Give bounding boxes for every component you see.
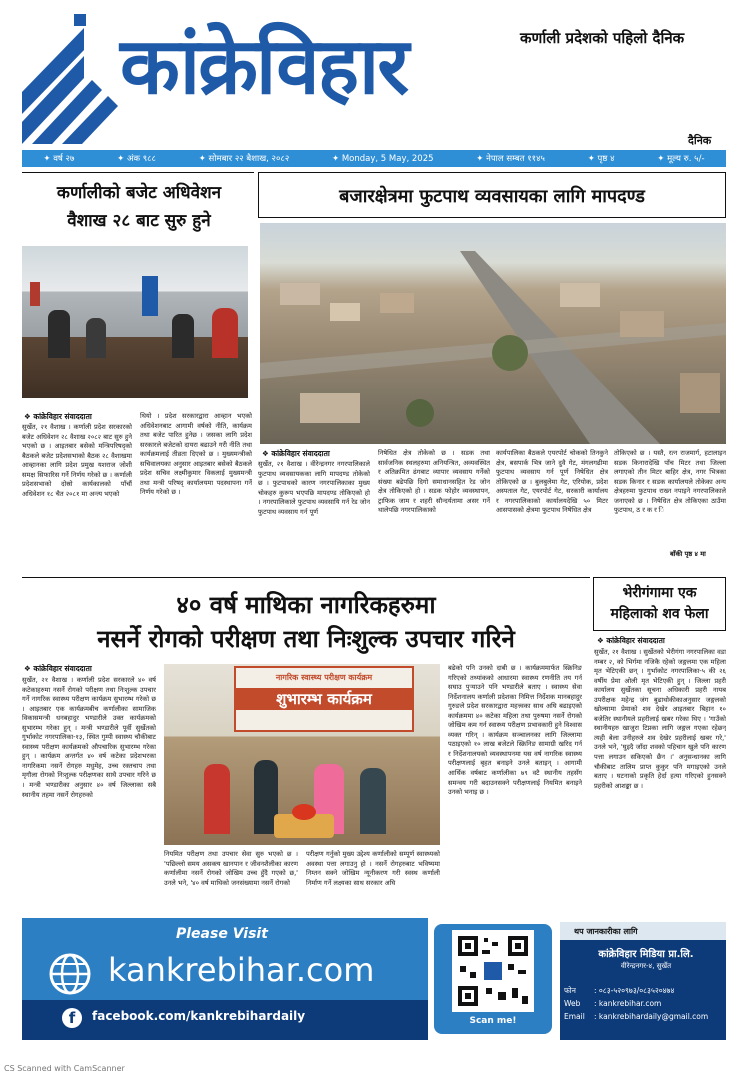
bheri-headline-1: भेरीगंगामा एक bbox=[622, 585, 697, 601]
footpath-column-2: निषेधित क्षेत्र तोकेको छ । सडक तथा सार्वजनिक स्थलहरुमा अनियन्त्रित, अव्यवस्थित र अतिक्रमित ढंगबाट व्यापार व्यवसाय गर्नेको संख्या बढेपछि दिगो समाधानसहित रेड जोन क्षेत्र तोकिएको हो । सडक फोहोर व्यवस्थापन, ट्राफिक जाम र शहरी सौन्दर्यतामा असर गर्ने थालेपछि नगरपालिकाको bbox=[378, 449, 490, 515]
budget-headline-1: कर्णालीको बजेट अधिवेशन bbox=[56, 183, 222, 203]
tagline: कर्णाली प्रदेशको पहिलो दैनिक bbox=[520, 29, 685, 47]
info-bar bbox=[22, 150, 726, 167]
footpath-column-3: कार्यपालिका बैठकले एयरपोर्ट चोकको तिनकुने क्षेत्र, बसपार्क भित्र जाने दुवै गेट, मंगलगढीमा फुटपाथ व्यवसाय गर्न पूर्ण निषेधित क्षेत्र तोकिएको छ । बुलबुलेमा गेट, एरियोक, प्रदेश अस्पताल गेट, एयरपोर्ट गेट, सरकारी कार्यालय र नगरपालिकाको कार्यालयदेखि ५० मिटर आसपासको क्षेत्रमा फुटपाथ निषेधित क्षेत्र bbox=[496, 449, 608, 515]
budget-column-2: थियो । प्रदेश सरकारद्वारा आव्हान भएको अधिवेशनबाट आगामी वर्षको नीति, कार्यक्रम तथा बजेट पारित हुनेछ । जसका लागि प्रदेश सरकारले बजेटको दायरा बढाउने गरी नीति तथा कार्यक्रमलाई तीव्रता दिएको छ । मुख्यमन्त्रीको सचिवालयका अनुसार आइतबार बसेको बैठकले प्रदेश सचिव लक्ष्मीकुमार विकलाई मुख्यमन्त्री तथा मन्त्री परिषद् कार्यालयमा पदस्थापना गर्ने निर्णय गरेको छ । bbox=[140, 412, 252, 497]
web-address[interactable]: : kankrebihar.com bbox=[594, 999, 662, 1008]
nepal-sambat: ✦ नेपाल सम्बत ११४५ bbox=[476, 154, 545, 164]
daily-label: दैनिक bbox=[688, 134, 712, 147]
brand-name: कांक्रेविहार bbox=[120, 21, 408, 112]
person bbox=[48, 310, 70, 358]
company-name: कांक्रेविहार मिडिया प्रा.लि. bbox=[598, 949, 694, 960]
banner-main-text: शुभारम्भ कार्यक्रम bbox=[236, 688, 412, 710]
footpath-column-4: तोकिएको छ । यस्तै, रत्न राजमार्ग, हटालाइन सडक किनारादेखि पाँच मिटर तथा जिल्ला लगाएको तीन मिटर बाहिर क्षेत्र, नगर भित्रका सडक किनार र सडक कार्यालयले तोकेका अन्य क्षेत्रहरुमा फुटपाथ राख्न नपाइने नगरपालिकाले जनाएको छ । निषेधित क्षेत्र तोकिएका ठाउँमा फुटपाथ, ठ र क र ि bbox=[614, 449, 726, 515]
divider bbox=[22, 577, 590, 578]
program-banner bbox=[234, 666, 414, 732]
health-byline: ❖ कांक्रेविहार संवाददाता bbox=[24, 664, 92, 673]
bheri-body: सुर्खेत, २१ वैशाख । सुर्खेतको भेरीगंगा नगरपालिका वडा नम्बर २, को भिर्गमा नजिकै रहेको जङ्गलमा एक महिला मृत भेटिएकी छन् । गुर्भाकोट नगरपालिका-५ की २६ वर्षीय प्रेमा ओली मृत भेटिएकी हुन् । जिल्ला प्रहरी कार्यालय सुर्खेतका सूचना अधिकारी प्रहरी नायब उपरीक्षक महेन्द्र जंग बुढाथोकीकाअनुसार जङ्गलको खोल्सामा प्रेमाको शव देखेर आइतबार बिहान १० बजेतिर स्थानीयले प्रहरीलाई खबर गरेका थिए । 'गाउँको स्थानीयहरु खाजुरा टिप्नका लागि जङ्गल गएका रहेछन् त्यही बेला उनीहरुले शव देखेर प्रहरीलाई खबर गरे,' उनले भने, 'घुइदै जाँदा शवको पहिचान खुले पनि कारण पत्ता लगाउन सकिएको छैन ।' अनुसन्धानका लागि चौकीबाट तालिम प्राप्त कुकुर पनि मगाइएको उनले बताए । घटनाको प्रकृति हेर्दा हत्या गरिएको हुनसक्ने प्रहरीको आशङ्का छ । bbox=[594, 648, 726, 790]
phone-number: : ०८३-५२०९७३/०८३५२०४७४ bbox=[594, 986, 675, 995]
price: ✦ मूल्य रु. ५/- bbox=[657, 154, 705, 164]
kankrebihar-logo-icon bbox=[22, 14, 120, 144]
budget-byline: ❖ कांक्रेविहार संवाददाता bbox=[24, 412, 92, 421]
issue-number: ✦ अंक ९८८ bbox=[117, 154, 156, 164]
email-address[interactable]: : kankrebihardaily@gmail.com bbox=[594, 1012, 709, 1021]
city-aerial-photo bbox=[260, 223, 726, 444]
person bbox=[204, 764, 230, 834]
health-caption-2: परीक्षण गर्नुको मुख्य उद्देश्य कर्णालीको सम्पूर्ण स्वास्थ्यको अवस्था पत्ता लगाउनु हो । नसर्ने रोगहरुबाट भविष्यमा निम्तन सक्ने जोखिम न्यूनीकरण गरी स्वस्थ कर्णाली निर्माण गर्ने लक्ष्यका साथ सरकार अघि bbox=[306, 850, 440, 887]
phone-label: फोन bbox=[564, 986, 576, 995]
budget-meeting-photo bbox=[22, 246, 248, 398]
masthead bbox=[0, 0, 747, 150]
flag bbox=[142, 276, 158, 316]
company-address: वीरेन्द्रनगर-४, सुर्खेत bbox=[620, 962, 672, 970]
please-visit-label: Please Visit bbox=[176, 926, 268, 942]
health-program-photo bbox=[164, 664, 440, 845]
facebook-link[interactable]: facebook.com/kankrebihardaily bbox=[92, 1009, 306, 1023]
volume: ✦ वर्ष २७ bbox=[43, 154, 75, 164]
person bbox=[212, 308, 238, 358]
banner-top-text: नागरिक स्वास्थ्य परीक्षण कार्यक्रम bbox=[275, 673, 373, 682]
flower-pot bbox=[292, 804, 316, 820]
budget-headline-2: वैशाख २८ बाट सुरु हुने bbox=[67, 211, 211, 231]
health-headline-1: ४० वर्ष माथिका नागरिकहरुमा bbox=[176, 591, 436, 619]
contact-heading: थप जानकारीका लागि bbox=[574, 927, 638, 936]
footpath-headline: बजारक्षेत्रमा फुटपाथ व्यवसायका लागि मापदण्ड bbox=[339, 186, 645, 207]
bheri-byline: ❖ कांक्रेविहार संवाददाता bbox=[597, 636, 665, 645]
website-link[interactable]: kankrebihar.com bbox=[108, 951, 375, 989]
scanner-watermark: CS Scanned with CamScanner bbox=[4, 1064, 125, 1073]
health-column-3: बढेको पनि उनको दाबी छ । कार्यक्रममार्फत स्क्रिनिङ गरिएको तथ्यांकको आधारमा स्वास्थ्य रणनीति तय गर्न सघाउ पुऱ्याउने पनि भण्डारीले बताए । स्वास्थ्य सेवा निर्देशनालय कर्णाली प्रदेशका निमित्त निर्देशक मानबहादुर गुरुङले प्रदेश सरकारद्वारा महत्त्वका साथ अघि बढाइएको कार्यक्रममा ४० कटेका महिला तथा पुरुषमा नसर्ने रोगको जोखिम कम गर्न स्वास्थ्य परीक्षण प्रभावकारी हुने विश्वास व्यक्त गरिन् । कार्यक्रम सञ्चालनका लागि जिल्लामा पठाइएको १० लाख बजेटले स्क्रिनिङ सामाग्री खरिद गर्न र निर्देशनालयको व्यवस्थापनमा यस वर्ष नागरिक स्वास्थ्य परीक्षणलाई बृहत बनाइने उनले बताइन् । आगामी आर्थिक वर्षबाट कर्णालीका ७९ वटै स्थानीय तहसँग समन्वय गरी बदाउनसक्ने परीक्षणलाई नियमित बनाइने उनको भनाइ छ । bbox=[448, 664, 582, 797]
road-illustration bbox=[260, 223, 726, 444]
nepali-date: ✦ सोमबार २२ बैशाख, २०८२ bbox=[198, 154, 290, 164]
health-caption-1: नियमित परीक्षण तथा उपचार सेवा सुरु भएको छ । 'पछिल्लो समय असक्त्य खानपान र जीवनशैलीका कारण कर्णालीमा नसर्ने रोगको जोखिम उच्च हुँदै गएको छ,' उनले भने, '४० वर्ष माथिको जनसंख्यामा नसर्ने रोगको bbox=[164, 850, 298, 887]
qr-code-icon[interactable] bbox=[452, 930, 534, 1012]
divider bbox=[22, 172, 254, 173]
person bbox=[172, 314, 194, 358]
person bbox=[360, 768, 386, 834]
continued-label: बाँकी पृष्ठ ४ मा bbox=[670, 550, 706, 558]
scan-me-label: Scan me! bbox=[469, 1016, 517, 1026]
globe-icon bbox=[48, 952, 92, 996]
person bbox=[86, 318, 106, 358]
health-headline-2: नसर्ने रोगको परीक्षण तथा निःशुल्क उपचार गरिने bbox=[97, 625, 515, 653]
health-column-1: सुर्खेत, २१ वैशाख । कर्णाली प्रदेश सरकारले ४० वर्ष कटेकाहरुमा नसर्ने रोगको परीक्षण तथा निःशुल्क उपचार गर्ने नागरिक स्वास्थ्य परीक्षण कार्यक्रम सुभारम्भ गरेको छ । आइतबार एक कार्यक्रमबीच कर्णालीका सामाजिक विकासमन्त्री धनबहादुर भण्डारीले उक्त कार्यक्रमको सुभारम्भ गरेका हुन् । मन्त्री भण्डारीले पूर्वी सुर्खेतको गुर्भाकोट नगरपालिका-१३, स्थित गुम्पी स्वास्थ्य चौकीबाट स्वास्थ्य परीक्षण कार्यक्रमको औपचारिक सुभारम्भ गरेका हुन् । कार्यक्रम अन्तर्गत ४० वर्ष कटेका प्रदेशभरका नागरिकमा नसर्ने रोगहरु मधुमेह, उच्च रक्तचाप तथा मृगौला रोगको निःशुल्क परीक्षणका साथै उपचार गरिने छ । मन्त्री भण्डारीका अनुसार ४० वर्ष जिल्लाका सबै स्थानीय तहमा नसर्ने रोगहरुको bbox=[22, 676, 156, 799]
english-date: ✦ Monday, 5 May, 2025 bbox=[332, 153, 434, 164]
footpath-column-1: सुर्खेत, २१ वैशाख । वीरेन्द्रनगर नगरपालिकाले फुटपाथ व्यवसायकका लागि मापदण्ड तोकेको छ । फुटपाथको कारण नगरपालिकाका मुख्य चोकहरु कुरूप भएपछि मापदण्ड तोकिएको हो । नगरपालिकाले फुटपाथ व्यवसायि गर्न रेड जोन फुटपाथ व्यवसाय गर्न पूर्ण bbox=[258, 460, 370, 516]
flag bbox=[30, 282, 40, 306]
bheri-headline-2: महिलाको शव फेला bbox=[610, 606, 709, 622]
footpath-byline: ❖ कांक्रेविहार संवाददाता bbox=[262, 449, 330, 458]
budget-column-1: सुर्खेत, २१ वैशाख । कर्णाली प्रदेश सरकारको बजेट अधिवेशन २८ वैशाख २०८२ बाट सुरु हुने भएको छ । आइतबार बसेको मन्त्रिपरिषद्को बैठकले बजेट प्रदेशसभाको बैठक २८ वैशाखमा आव्हानका लागि प्रदेश प्रमुख यशराज जोशी समक्ष सिफारिस गर्ने निर्णय गरेको छ । कर्णाली प्रदेशसभाको दोस्रो कार्यकालको पाँचौं अधिवेशन १८ चैत २०८१ मा अन्त्य भएको bbox=[22, 423, 132, 498]
page-count: ✦ पृष्ठ ४ bbox=[587, 154, 615, 164]
web-label: Web bbox=[564, 999, 581, 1008]
facebook-icon: f bbox=[62, 1008, 82, 1028]
email-label: Email bbox=[564, 1012, 585, 1021]
